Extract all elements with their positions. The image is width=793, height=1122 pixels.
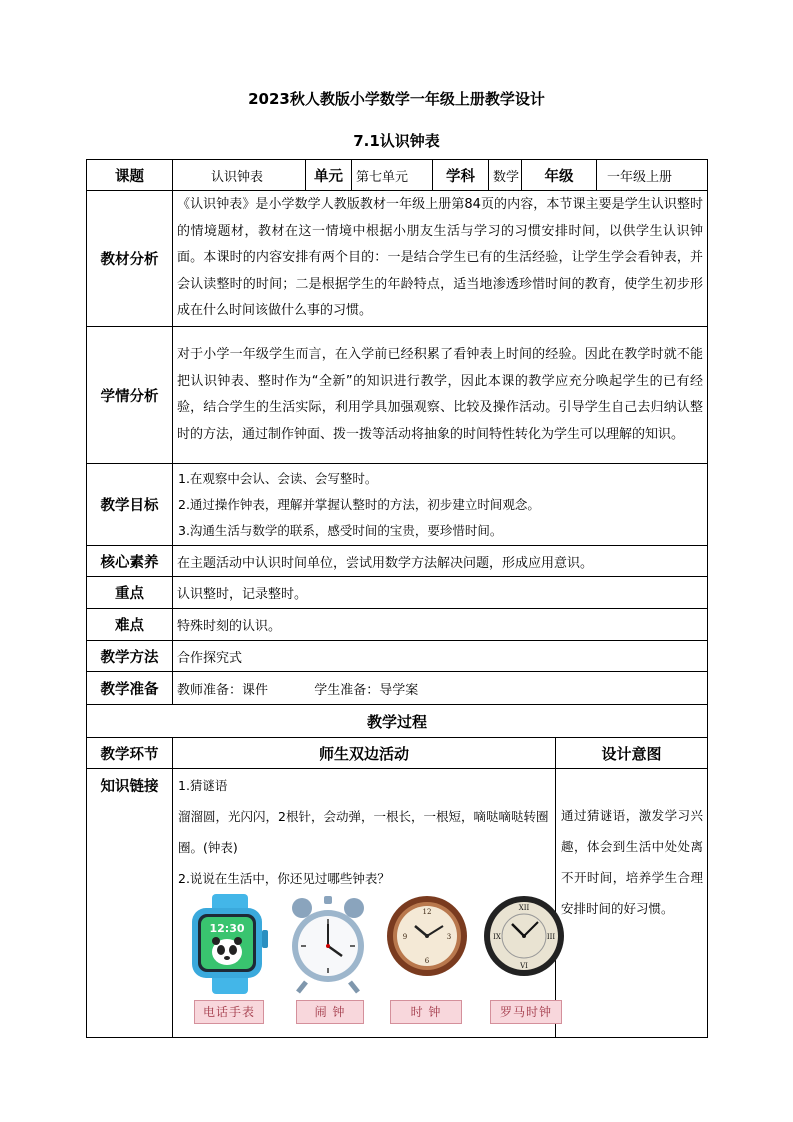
stage-label: 知识链接 — [87, 769, 173, 1038]
key-text: 认识整时，记录整时。 — [173, 577, 708, 609]
goals-row — [87, 464, 708, 546]
lesson-title: 7.1认识钟表 — [353, 132, 440, 150]
riddle-text: 溜溜圆，光闪闪，2根针，会动弹，一根长，一根短，嘀哒嘀哒转圈圈。(钟表) — [178, 809, 549, 855]
goal-item: 3.沟通生活与数学的联系，感受时间的宝贵，要珍惜时间。 — [178, 522, 503, 538]
svg-text:9: 9 — [402, 933, 408, 941]
svg-text:3: 3 — [446, 933, 452, 941]
col-activity: 师生双边活动 — [173, 738, 556, 769]
wall-clock-image — [385, 894, 469, 978]
caption-roman-clock: 罗马时钟 — [490, 1000, 562, 1024]
unit-value: 第七单元 — [352, 160, 433, 191]
roman-clock-image — [482, 894, 566, 978]
knowledge-link-row — [87, 769, 708, 1038]
prep-text — [173, 672, 708, 705]
grade-value: 一年级上册 — [597, 160, 708, 191]
caption-wall-clock: 时 钟 — [390, 1000, 462, 1024]
lesson-plan-table — [86, 159, 708, 1038]
goals-label: 教学目标 — [87, 464, 173, 546]
material-label: 教材分析 — [87, 191, 173, 327]
key-label: 重点 — [87, 577, 173, 609]
svg-text:III: III — [546, 933, 556, 941]
material-text: 《认识钟表》是小学数学人教版教材一年级上册第84页的内容，本节课主要是学生认识整时的情境题材，教材在这一情境中根据小朋友生活与学习的习惯安排时间，以供学生认识钟面。本课时的内容安排有两个目的：一是结合学生已有的生活经验，让学生学会看钟表，并会认读整时的时间；二是根据学生的年龄特点，适当地渗透珍惜时间的教育，使学生初步形成在什么时间该做什么事的习惯。 — [173, 191, 708, 327]
method-label: 教学方法 — [87, 641, 173, 672]
activity-item-1: 1.猜谜语 — [178, 778, 228, 793]
students-text: 对于小学一年级学生而言，在入学前已经积累了看钟表上时间的经验。因此在教学时就不能把认识钟表、整时作为“全新”的知识进行教学，因此本课的教学应充分唤起学生的已有经验，结合学生的生活实际，利用学具加强观察、比较及操作活动。引导学生自己去归纳认整时的方法，通过制作钟面、拨一拨等活动将抽象的时间特性转化为学生可以理解的知识。 — [173, 327, 708, 464]
process-title: 教学过程 — [87, 705, 708, 738]
watch-time: 12:30 — [209, 922, 245, 935]
goal-item: 2.通过操作钟表，理解并掌握认整时的方法，初步建立时间观念。 — [178, 496, 540, 512]
students-label: 学情分析 — [87, 327, 173, 464]
difficulty-text: 特殊时刻的认识。 — [173, 609, 708, 641]
prep-row — [87, 672, 708, 705]
svg-text:VI: VI — [520, 962, 528, 970]
caption-alarm-clock: 闹 钟 — [296, 1000, 364, 1024]
material-row — [87, 191, 708, 327]
key-row — [87, 577, 708, 609]
subject-value: 数学 — [489, 160, 522, 191]
students-row — [87, 327, 708, 464]
prep-student: 学生准备：导学案 — [314, 682, 419, 698]
subject-label: 学科 — [433, 160, 489, 191]
caption-phone-watch: 电话手表 — [194, 1000, 264, 1024]
svg-text:XII: XII — [518, 904, 530, 912]
goal-item: 1.在观察中会认、会读、会写整时。 — [178, 470, 378, 486]
activity-cell — [173, 769, 556, 1038]
document-title: 2023秋人教版小学数学一年级上册教学设计 — [248, 90, 545, 108]
literacy-row — [87, 546, 708, 577]
method-text: 合作探究式 — [173, 641, 708, 672]
difficulty-row — [87, 609, 708, 641]
info-row — [87, 160, 708, 191]
method-row — [87, 641, 708, 672]
clock-gallery — [178, 894, 556, 1027]
topic-label: 课题 — [87, 160, 173, 191]
activity-item-2: 2.说说在生活中，你还见过哪些钟表？ — [178, 871, 390, 886]
col-intent: 设计意图 — [556, 738, 708, 769]
grade-label: 年级 — [522, 160, 597, 191]
svg-text:12: 12 — [422, 908, 432, 916]
col-stage: 教学环节 — [87, 738, 173, 769]
alarm-clock-image — [288, 894, 368, 994]
process-header-row — [87, 738, 708, 769]
difficulty-label: 难点 — [87, 609, 173, 641]
phone-watch-image — [188, 894, 272, 994]
literacy-text: 在主题活动中认识时间单位，尝试用数学方法解决问题，形成应用意识。 — [173, 546, 708, 577]
topic-value: 认识钟表 — [173, 160, 306, 191]
intent-text: 通过猜谜语，激发学习兴趣，体会到生活中处处离不开时间，培养学生合理安排时间的好习惯。 — [556, 769, 708, 1038]
svg-text:6: 6 — [424, 957, 430, 965]
prep-label: 教学准备 — [87, 672, 173, 705]
unit-label: 单元 — [306, 160, 352, 191]
literacy-label: 核心素养 — [87, 546, 173, 577]
process-title-row — [87, 705, 708, 738]
svg-text:IX: IX — [493, 933, 501, 941]
goals-list — [173, 464, 708, 546]
prep-teacher: 教师准备：课件 — [177, 682, 269, 698]
